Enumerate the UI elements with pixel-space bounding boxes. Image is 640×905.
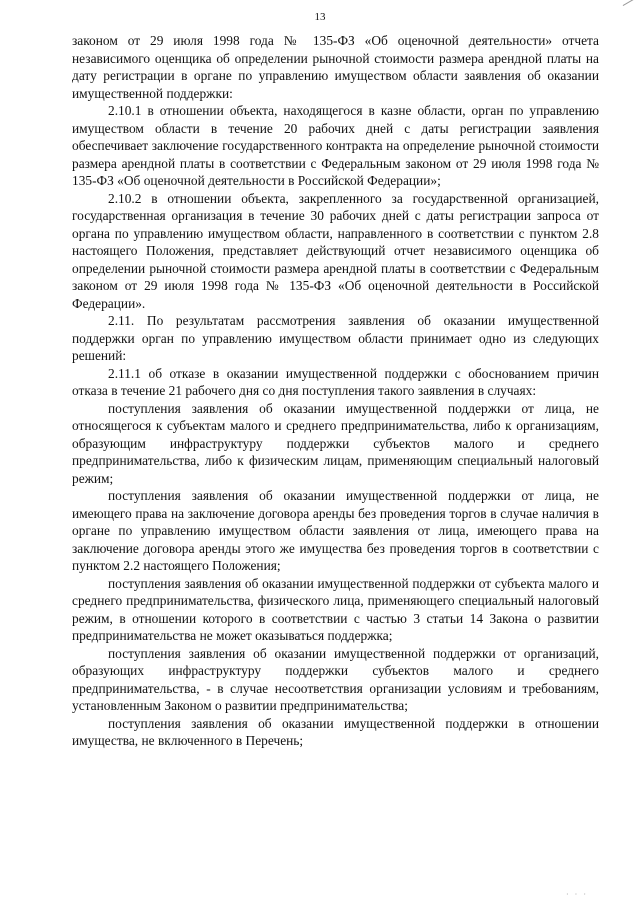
paragraph: поступления заявления об оказании имущественной поддержки в отношении имущества, не включенного в Перечень;: [72, 715, 599, 748]
paragraph: поступления заявления об оказании имущественной поддержки от организаций, образующих инфраструктуру поддержки субъектов малого и среднего предпринимательства, - в случае несоответствия организации условиям и требованиям, установленным Законом о развитии предпринимательства;: [72, 645, 599, 713]
paragraph: поступления заявления об оказании имущественной поддержки от субъекта малого и среднего предпринимательства, физического лица, применяющего специальный налоговый режим, в отношении которого в соответствии с частью 3 статьи 14 Закона о развитии предпринимательства не может оказываться поддержка;: [72, 575, 599, 643]
scan-artifact: · · ·: [566, 890, 588, 899]
paragraph: 2.11. По результатам рассмотрения заявления об оказании имущественной поддержки орган по управлению имуществом области принимает одно из следующих решений:: [72, 313, 599, 363]
paragraph: законом от 29 июля 1998 года № 135-ФЗ «Об оценочной деятельности» отчета независимого оценщика об определении рыночной стоимости размера арендной платы на дату регистрации в органе по управлению имуществом области заявления об оказании имущественной поддержки:: [72, 33, 599, 101]
paragraph: 2.10.1 в отношении объекта, находящегося в казне области, орган по управлению имуществом области в течение 20 рабочих дней с даты регистрации заявления обеспечивает заключение государственного контракта на определение рыночной стоимости размера арендной платы в соответствии с Федеральным законом от 29 июля 1998 года № 135-ФЗ «Об оценочной деятельности в Российской Федерации»;: [72, 103, 599, 188]
document-body: [72, 32, 599, 750]
paragraph: поступления заявления об оказании имущественной поддержки от лица, не имеющего права на заключение договора аренды без проведения торгов в случае наличия в органе по управлению имуществом области заявления от лица, имеющего права на заключение договора аренды этого же имущества без проведения торгов в соответствии с пунктом 2.2 настоящего Положения;: [72, 488, 599, 573]
paragraph: поступления заявления об оказании имущественной поддержки от лица, не относящегося к субъектам малого и среднего предпринимательства, либо к организациям, образующим инфраструктуру поддержки субъектов малого и среднего предпринимательства, либо к физическим лицам, применяющим специальный налоговый режим;: [72, 400, 599, 486]
paragraph: 2.10.2 в отношении объекта, закрепленного за государственной организацией, государственная организация в течение 30 рабочих дней с даты регистрации запроса от органа по управлению имуществом области, направленного в соответствии с пунктом 2.8 настоящего Положения, представляет действующий отчет независимого оценщика об определении рыночной стоимости размера арендной платы в соответствии с Федеральным законом от 29 июля 1998 года № 135-ФЗ «Об оценочной деятельности в Российской Федерации».: [72, 190, 599, 311]
page-number: 13: [314, 11, 326, 23]
paragraph: 2.11.1 об отказе в оказании имущественной поддержки с обоснованием причин отказа в течение 21 рабочего дня со дня поступления такого заявления в случаях:: [72, 365, 599, 398]
